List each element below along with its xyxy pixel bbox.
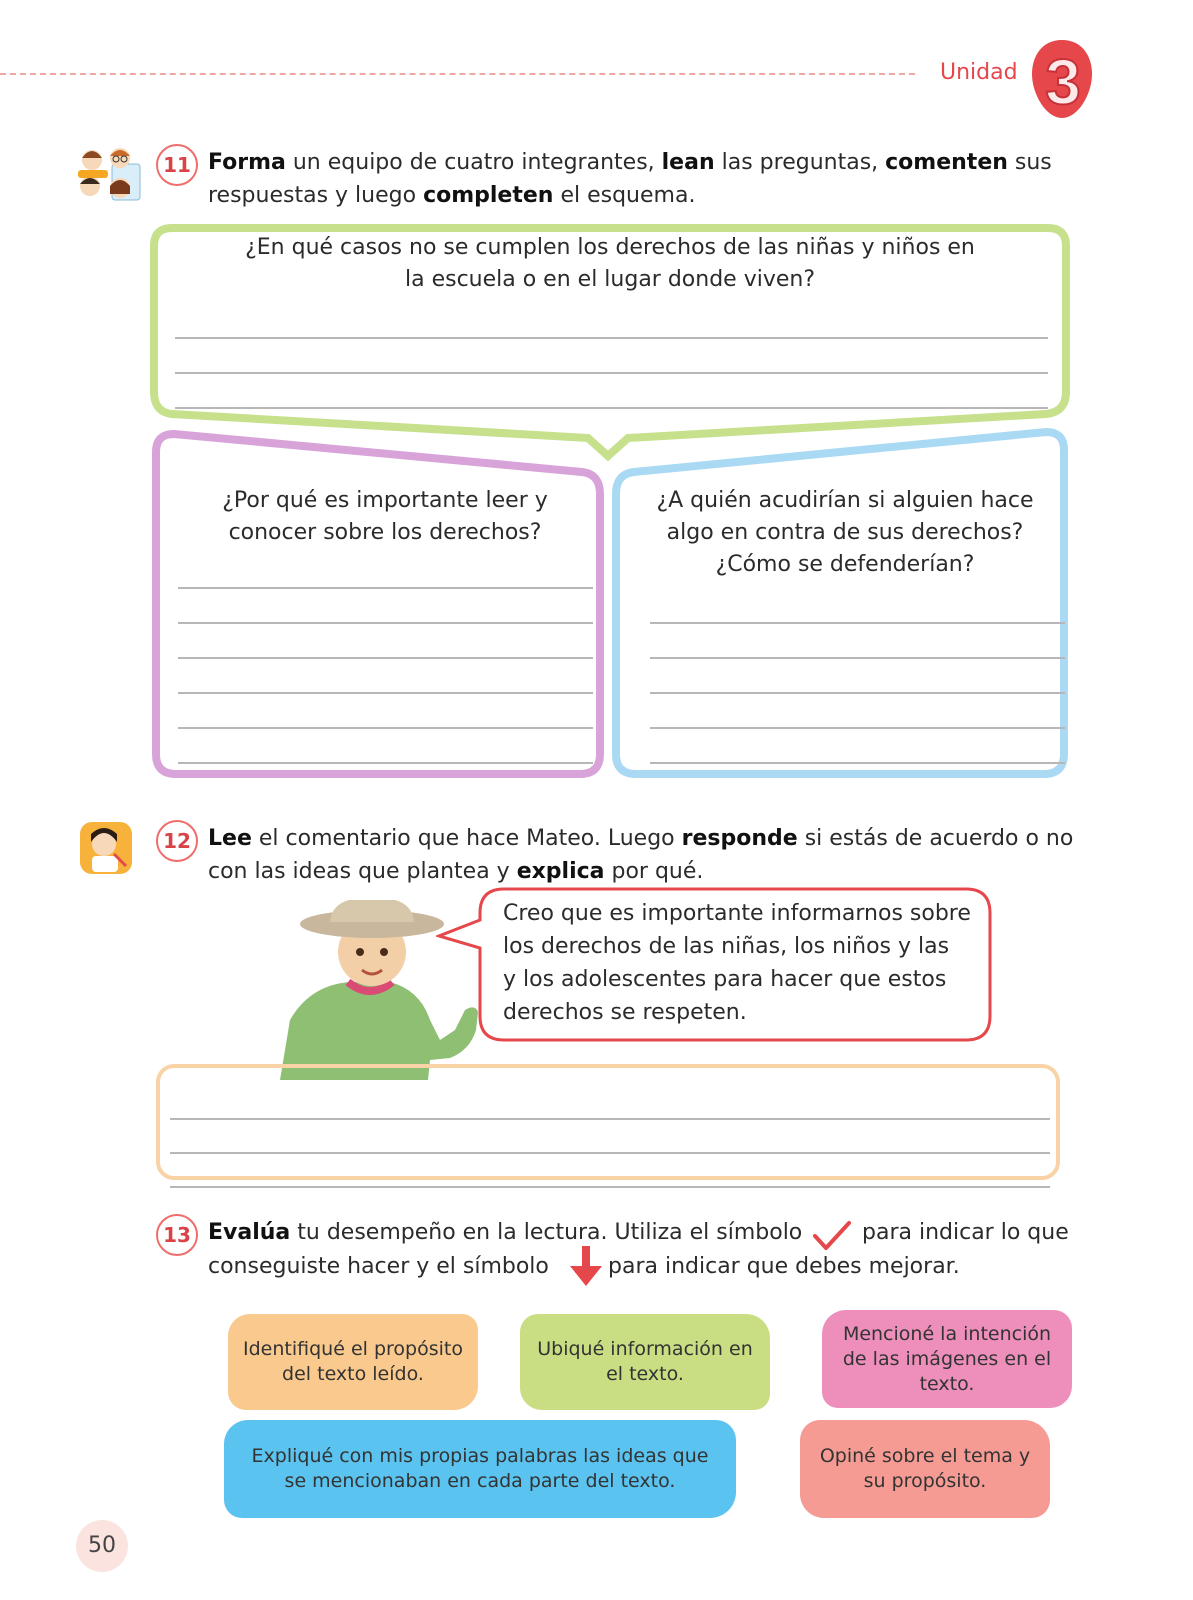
- unit-number: 3: [1045, 46, 1081, 118]
- answer-line[interactable]: [170, 1152, 1050, 1154]
- answer-line[interactable]: [178, 727, 593, 729]
- answer-line[interactable]: [175, 337, 1048, 339]
- evaluation-item-opinion[interactable]: Opiné sobre el tema y su propósito.: [800, 1420, 1050, 1518]
- activity-13-instruction-line2: conseguiste hacer y el símbolo: [208, 1254, 549, 1279]
- activity-11-instruction: Forma un equipo de cuatro integrantes, lean las preguntas, comenten sus respuestas y luego completen el esquema.: [208, 150, 1052, 208]
- checkmark-icon: [812, 1220, 852, 1252]
- activity-13-instruction-line1: Evalúa tu desempeño en la lectura. Utiliza el símbolo: [208, 1220, 803, 1245]
- header-divider: [0, 73, 915, 75]
- mateo-comment: Creo que es importante informarnos sobre los derechos de las niñas, los niños y las y los adolescentes para hacer que estos derechos se respeten.: [503, 901, 971, 1025]
- unit-label: Unidad: [940, 60, 1018, 85]
- team-icon: [72, 144, 146, 206]
- activity-12-instruction: Lee el comentario que hace Mateo. Luego responde si estás de acuerdo o no con las ideas que plantea y explica por qué.: [208, 826, 1074, 884]
- arrow-down-icon: [568, 1244, 604, 1288]
- answer-line[interactable]: [175, 372, 1048, 374]
- activity-13-instruction-line1b: para indicar lo que: [862, 1220, 1069, 1245]
- right-question-text: ¿A quién acudirían si alguien hace algo en contra de sus derechos? ¿Cómo se defenderían?: [656, 488, 1034, 577]
- answer-line[interactable]: [650, 657, 1065, 659]
- page-number: 50: [76, 1520, 128, 1572]
- answer-line[interactable]: [175, 407, 1048, 409]
- left-question-text: ¿Por qué es importante leer y conocer sobre los derechos?: [222, 488, 548, 545]
- writing-student-icon: [78, 820, 134, 876]
- activity-number-13: 13: [156, 1214, 198, 1256]
- evaluation-item-explain[interactable]: Expliqué con mis propias palabras las ideas que se mencionaban en cada parte del texto.: [224, 1420, 736, 1518]
- evaluation-item-purpose[interactable]: Identifiqué el propósito del texto leído.: [228, 1314, 478, 1410]
- answer-line[interactable]: [170, 1186, 1050, 1188]
- evaluation-item-information[interactable]: Ubiqué información en el texto.: [520, 1314, 770, 1410]
- evaluation-item-images[interactable]: Mencioné la intención de las imágenes en el texto.: [822, 1310, 1072, 1408]
- answer-line[interactable]: [178, 692, 593, 694]
- answer-line[interactable]: [650, 622, 1065, 624]
- answer-line[interactable]: [178, 587, 593, 589]
- top-question-text: ¿En qué casos no se cumplen los derechos de las niñas y niños en la escuela o en el lugar donde viven?: [245, 235, 975, 292]
- answer-line[interactable]: [178, 622, 593, 624]
- answer-line[interactable]: [650, 727, 1065, 729]
- answer-line[interactable]: [170, 1118, 1050, 1120]
- activity-13-instruction-line2b: para indicar que debes mejorar.: [608, 1254, 960, 1279]
- answer-box-12: [156, 1064, 1060, 1180]
- answer-line[interactable]: [650, 762, 1065, 764]
- unit-number-badge: [1030, 34, 1094, 124]
- answer-line[interactable]: [178, 762, 593, 764]
- activity-number-12: 12: [156, 820, 198, 862]
- activity-number-11: 11: [156, 144, 198, 186]
- answer-line[interactable]: [650, 692, 1065, 694]
- right-question-box: [616, 432, 1064, 774]
- answer-line[interactable]: [178, 657, 593, 659]
